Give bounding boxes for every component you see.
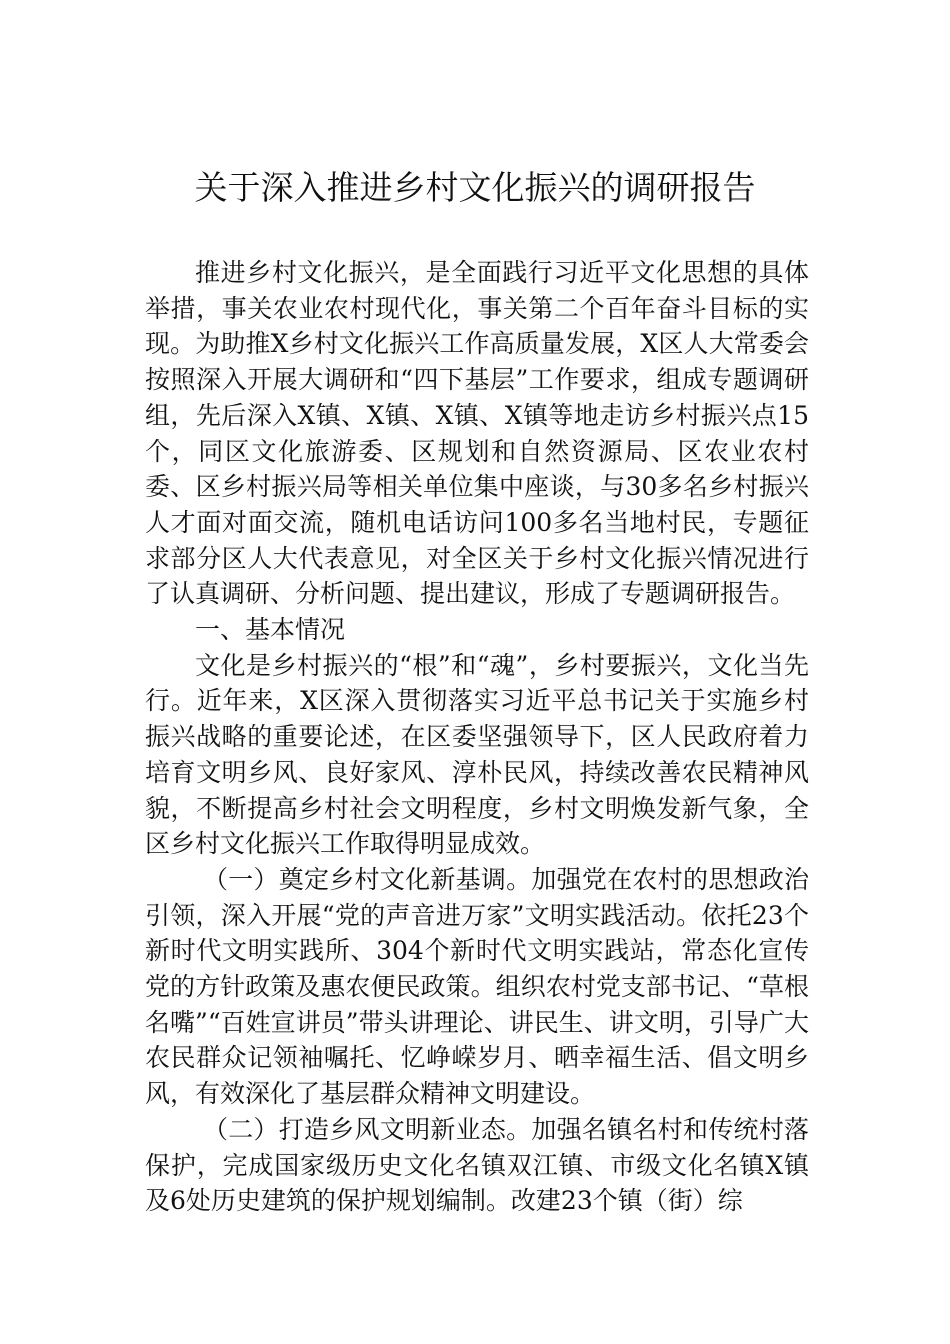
section-heading-basic-situation: 一、基本情况 <box>195 615 346 645</box>
section-paragraph-basic-situation: 文化是乡村振兴的“根”和“魂”，乡村要振兴，文化当先行。近年来，X区深入贯彻落实习近平总书记关于实施乡村振兴战略的重要论述，在区委坚强领导下，区人民政府着力培育文明乡风、良好家风、淳朴民风，持续改善农民精神风貌，不断提高乡村社会文明程度，乡村文明焕发新气象，全区乡村文化振兴工作取得明显成效。 <box>145 650 809 859</box>
subsection-paragraph-1: （一）奠定乡村文化新基调。加强党在农村的思想政治引领，深入开展“党的声音进万家”文明实践活动。依托23个新时代文明实践所、304个新时代文明实践站，常态化宣传党的方针政策及惠农便民政策。组织农村党支部书记、“草根名嘴”“百姓宣讲员”带头讲理论、讲民生、讲文明，引导广大农民群众记领袖嘱托、忆峥嵘岁月、晒幸福生活、倡文明乡风，有效深化了基层群众精神文明建设。 <box>145 864 809 1109</box>
subsection-paragraph-2: （二）打造乡风文明新业态。加强名镇名村和传统村落保护，完成国家级历史文化名镇双江镇、市级文化名镇X镇及6处历史建筑的保护规划编制。改建23个镇（街）综 <box>145 1114 809 1216</box>
document-title: 关于深入推进乡村文化振兴的调研报告 <box>194 168 756 207</box>
document-body <box>145 255 809 1219</box>
intro-paragraph: 推进乡村文化振兴，是全面践行习近平文化思想的具体举措，事关农业农村现代化，事关第二个百年奋斗目标的实现。为助推X乡村文化振兴工作高质量发展，X区人大常委会按照深入开展大调研和“四下基层”工作要求，组成专题调研组，先后深入X镇、X镇、X镇、X镇等地走访乡村振兴点15个，同区文化旅游委、区规划和自然资源局、区农业农村委、区乡村振兴局等相关单位集中座谈，与30多名乡村振兴人才面对面交流，随机电话访问100多名当地村民，专题征求部分区人大代表意见，对全区关于乡村文化振兴情况进行了认真调研、分析问题、提出建议，形成了专题调研报告。 <box>145 258 809 609</box>
